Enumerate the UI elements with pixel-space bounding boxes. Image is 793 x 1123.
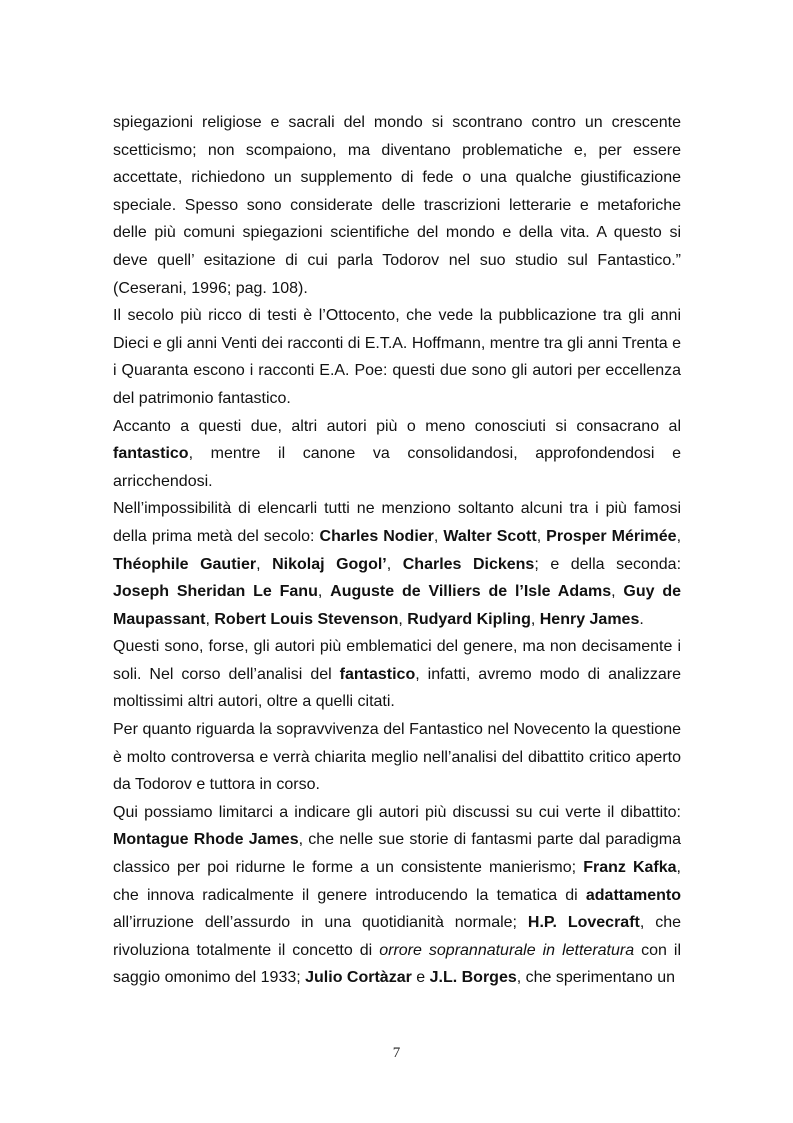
text-run: Accanto a questi due, altri autori più o meno conosciuti si consacrano al: [113, 417, 681, 435]
bold-term: Joseph Sheridan Le Fanu: [113, 583, 318, 601]
text-run: , mentre il canone va consolidandosi, approfondendosi e arricchendosi.: [113, 445, 681, 490]
bold-term: Théophile Gautier: [113, 555, 257, 573]
text-run: , infatti, avremo modo di analizzare moltissimi altri autori, oltre a quelli citati.: [113, 665, 681, 711]
text-run: ,: [256, 555, 273, 573]
bold-term: Nikolaj Gogol’: [272, 555, 387, 573]
paragraph: [113, 716, 681, 799]
bold-term: Walter Scott: [443, 527, 537, 545]
text-run: ,: [205, 610, 215, 628]
text-run: , che sperimentano un: [516, 969, 676, 987]
paragraph: [113, 302, 681, 412]
bold-term: Henry James: [539, 610, 640, 628]
text-run: , che nelle sue storie di fantasmi parte dal paradigma classico per poi ridurne le forme a un consistente manierismo;: [113, 831, 681, 877]
text-run: all’irruzione dell’assurdo in una quotidianità normale;: [113, 914, 528, 932]
paragraph: [113, 495, 681, 633]
paragraph: [113, 799, 681, 992]
text-run: e: [411, 969, 430, 987]
page-body: [113, 109, 681, 992]
text-run: ,: [530, 610, 540, 628]
bold-term: H.P. Lovecraft: [527, 914, 640, 932]
text-run: Nell’impossibilità di elencarli tutti ne menziono soltanto alcuni tra i più famosi della prima metà del secolo:: [113, 500, 681, 545]
bold-term: Montague Rhode James: [113, 831, 299, 849]
bold-term: J.L. Borges: [429, 969, 517, 987]
text-run: ,: [676, 527, 682, 545]
bold-term: Julio Cortàzar: [305, 969, 412, 987]
text-run: ; e della seconda:: [534, 555, 682, 573]
text-run: Qui possiamo limitarci a indicare gli autori più discussi su cui verte il dibattito:: [113, 803, 681, 821]
page-number: 7: [392, 1045, 401, 1061]
paragraph: [113, 413, 681, 496]
bold-term: Guy de Maupassant: [113, 583, 682, 628]
text-run: Per quanto riguarda la sopravvivenza del Fantastico nel Novecento la questione è molto controversa e verrà chiarita meglio nell’analisi del dibattito critico aperto da Todorov e tuttora in corso.: [113, 721, 681, 794]
paragraph: [113, 109, 681, 302]
bold-term: adattamento: [585, 886, 681, 904]
bold-term: Charles Nodier: [319, 527, 434, 545]
text-run: ,: [611, 583, 624, 601]
text-run: Il secolo più ricco di testi è l’Ottocento, che vede la pubblicazione tra gli anni Dieci e gli anni Venti dei racconti di E.T.A. Hoffmann, mentre tra gli anni Trenta e i Quaranta escono i racconti E.A. Poe: questi due sono gli autori per eccellenza del patrimonio fantastico.: [113, 307, 681, 407]
bold-term: Robert Louis Stevenson: [214, 610, 399, 628]
text-run: , che rivoluziona totalmente il concetto di: [113, 914, 681, 959]
bold-term: Prosper Mérimée: [546, 527, 677, 545]
text-run: con il saggio omonimo del 1933;: [113, 941, 682, 987]
bold-term: Franz Kafka: [583, 859, 677, 877]
text-run: ,: [433, 527, 444, 545]
text-run: spiegazioni religiose e sacrali del mondo si scontrano contro un crescente scetticismo; non scompaiono, ma diventano problematiche e, per essere accettate, richiedono un supplemento di fede o una qualche giustificazione speciale. Spesso sono considerate delle trascrizioni letterarie e metaforiche delle più comuni spiegazioni scientifiche del mondo e della vita. A questo si deve quell’ esitazione di cui parla Todorov nel suo studio sul Fantastico.” (Ceserani, 1996; pag. 108).: [113, 114, 681, 297]
bold-term: Rudyard Kipling: [407, 610, 531, 628]
paragraph: [113, 633, 681, 716]
text-run: , che innova radicalmente il genere introducendo la tematica di: [113, 859, 681, 904]
bold-term: Auguste de Villiers de l’Isle Adams: [330, 583, 612, 601]
italic-term: orrore soprannaturale in letteratura: [379, 941, 635, 959]
bold-term: Charles Dickens: [402, 555, 535, 573]
text-run: ,: [317, 583, 331, 601]
text-run: ,: [398, 610, 408, 628]
text-run: Questi sono, forse, gli autori più emblematici del genere, ma non decisamente i soli. Nel corso dell’analisi del: [113, 638, 681, 683]
bold-term: fantastico: [339, 665, 416, 683]
text-run: ,: [386, 555, 403, 573]
bold-term: fantastico: [113, 445, 189, 463]
text-run: .: [639, 610, 644, 628]
text-run: ,: [536, 527, 547, 545]
